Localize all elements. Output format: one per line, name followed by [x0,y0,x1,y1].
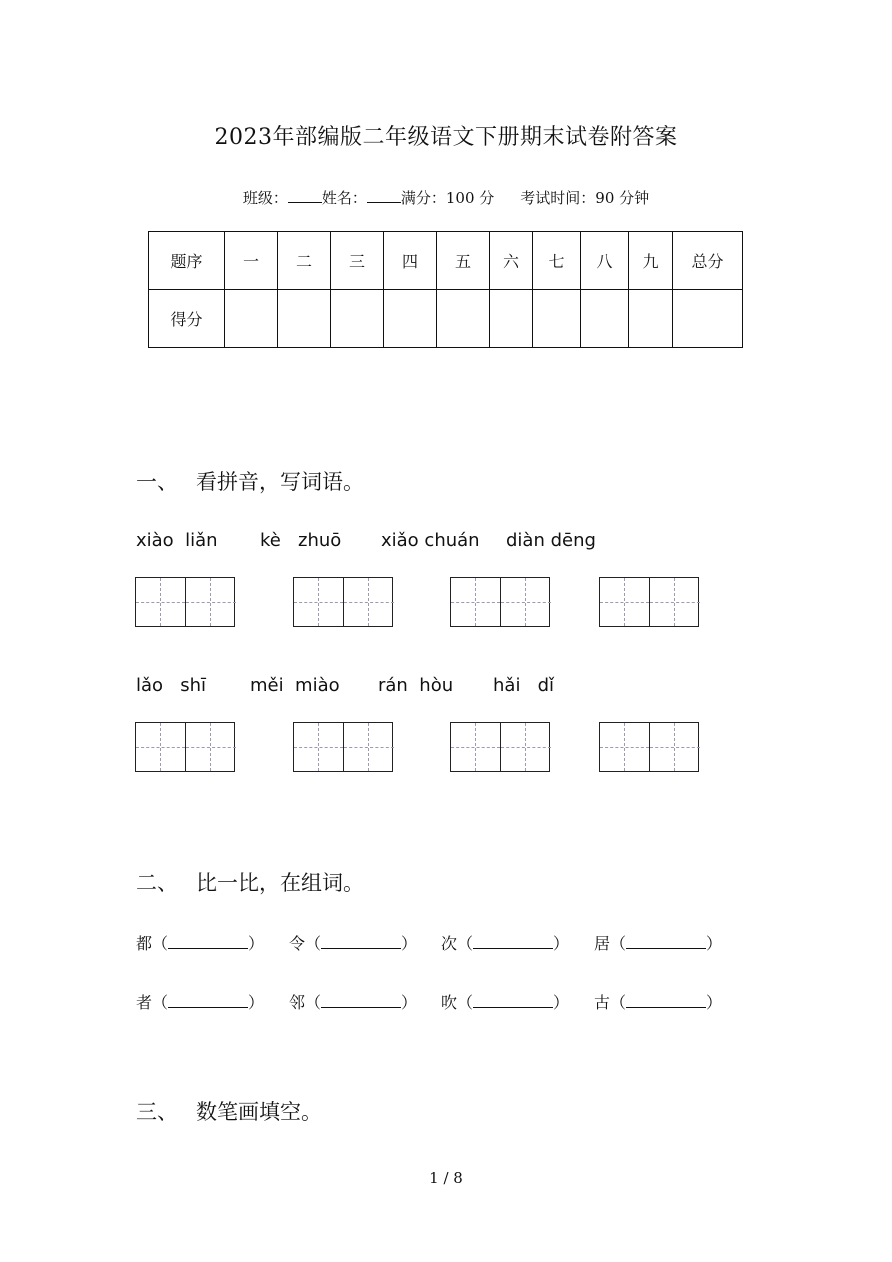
section-2-heading [136,867,364,897]
answer-blank[interactable] [321,992,401,1008]
exam-time: 考试时间：90 分钟 [520,189,650,207]
score-cell[interactable] [278,290,331,348]
score-table-score-row [149,290,743,348]
section-3-heading [136,1096,322,1126]
section-number: 二、 [136,871,178,895]
header-cell: 八 [581,232,629,290]
score-cell[interactable] [225,290,278,348]
answer-blank[interactable] [321,933,401,949]
header-cell: 一 [225,232,278,290]
answer-blank[interactable] [168,992,248,1008]
compare-item: 次（ ） [441,934,570,953]
header-cell: 五 [437,232,490,290]
full-score: 满分：100 分 [400,189,495,207]
pinyin-5: lǎo shī [136,675,206,696]
compare-item: 都（ ） [136,934,265,953]
section-title: 数笔画填空。 [196,1100,322,1124]
compare-char: 者 [136,993,153,1012]
answer-blank[interactable] [626,992,706,1008]
class-blank[interactable] [288,188,322,203]
compare-char: 令 [289,934,306,953]
compare-char: 都 [136,934,153,953]
compare-item: 邻（ ） [289,993,418,1012]
pinyin-1: xiào liǎn [136,530,218,551]
writing-grid[interactable] [135,577,235,627]
header-cell: 七 [533,232,581,290]
score-cell[interactable] [490,290,533,348]
pinyin-2: kè zhuō [260,530,342,551]
compare-char: 居 [594,934,611,953]
writing-grid[interactable] [450,577,550,627]
compare-item: 吹（ ） [441,993,570,1012]
score-table-header-row [149,232,743,290]
exam-info [0,187,892,208]
header-cell: 六 [490,232,533,290]
score-cell[interactable] [384,290,437,348]
class-label: 班级： [242,189,288,207]
answer-blank[interactable] [473,933,553,949]
score-cell[interactable] [673,290,743,348]
page-number: 1 / 8 [429,1169,463,1187]
writing-grid[interactable] [450,722,550,772]
writing-grid[interactable] [293,722,393,772]
header-cell: 题序 [149,232,225,290]
compare-item: 令（ ） [289,934,418,953]
section-number: 一、 [136,470,178,494]
row-label: 得分 [149,290,225,348]
pinyin-8: hǎi dǐ [493,675,555,696]
compare-char: 古 [594,993,611,1012]
compare-char: 吹 [441,993,458,1012]
compare-char: 次 [441,934,458,953]
header-cell: 三 [331,232,384,290]
name-blank[interactable] [367,188,401,203]
score-cell[interactable] [331,290,384,348]
compare-item: 者（ ） [136,993,265,1012]
compare-char: 邻 [289,993,306,1012]
writing-grid[interactable] [599,722,699,772]
page-title: 2023年部编版二年级语文下册期末试卷附答案 [214,125,678,150]
answer-blank[interactable] [626,933,706,949]
writing-grid[interactable] [599,577,699,627]
score-cell[interactable] [629,290,673,348]
section-1-heading [136,466,364,496]
section-number: 三、 [136,1100,178,1124]
writing-grid[interactable] [135,722,235,772]
score-table [148,231,743,348]
header-cell: 二 [278,232,331,290]
pinyin-7: rán hòu [378,675,454,696]
compare-item: 居（ ） [594,934,723,953]
writing-grid[interactable] [293,577,393,627]
answer-blank[interactable] [473,992,553,1008]
name-label: 姓名： [321,189,367,207]
section-title: 比一比，在组词。 [196,871,364,895]
answer-blank[interactable] [168,933,248,949]
header-cell: 九 [629,232,673,290]
compare-item: 古（ ） [594,993,723,1012]
pinyin-4: diàn dēng [506,530,596,551]
pinyin-3: xiǎo chuán [381,530,480,551]
header-cell: 四 [384,232,437,290]
score-cell[interactable] [533,290,581,348]
score-cell[interactable] [581,290,629,348]
header-cell: 总分 [673,232,743,290]
pinyin-6: měi miào [250,675,340,696]
score-cell[interactable] [437,290,490,348]
section-title: 看拼音，写词语。 [196,470,364,494]
